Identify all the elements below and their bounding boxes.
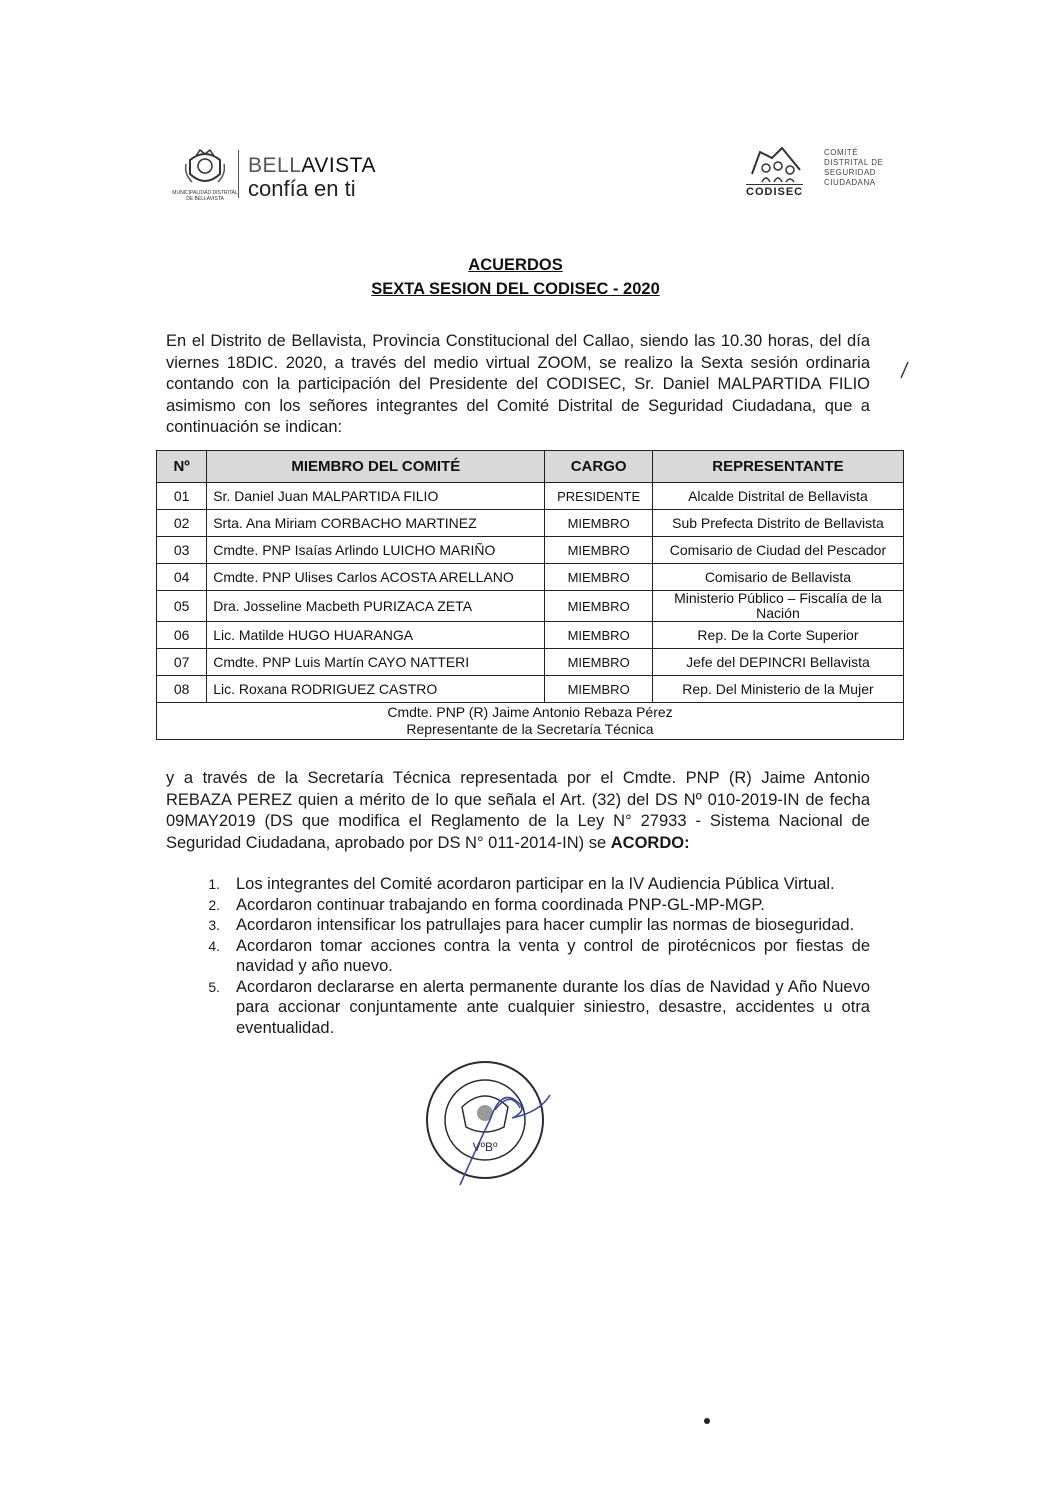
- codisec-name-line: COMITÉ: [824, 148, 859, 157]
- cell-member: Srta. Ana Miriam CORBACHO MARTINEZ: [207, 510, 545, 537]
- cell-member: Lic. Roxana RODRIGUEZ CASTRO: [207, 676, 545, 703]
- cell-number: 03: [157, 537, 207, 564]
- table-row: [157, 591, 904, 622]
- cell-cargo: MIEMBRO: [545, 649, 653, 676]
- cell-cargo: MIEMBRO: [545, 622, 653, 649]
- header-member: MIEMBRO DEL COMITÉ: [207, 451, 545, 483]
- cell-member: Lic. Matilde HUGO HUARANGA: [207, 622, 545, 649]
- cell-number: 08: [157, 676, 207, 703]
- cell-representative: Rep. De la Corte Superior: [652, 622, 903, 649]
- cell-cargo: MIEMBRO: [545, 676, 653, 703]
- list-item: [196, 936, 870, 977]
- cell-representative: Sub Prefecta Distrito de Bellavista: [652, 510, 903, 537]
- cell-cargo: MIEMBRO: [545, 564, 653, 591]
- list-item: [196, 874, 870, 895]
- logo-divider: [238, 150, 239, 198]
- item-text: Acordaron continuar trabajando en forma coordinada PNP-GL-MP-MGP.: [236, 895, 765, 914]
- list-item: [196, 977, 870, 1039]
- bellavista-logo: [170, 140, 400, 210]
- pen-tick-mark: [898, 360, 910, 380]
- table-footer-row: [157, 703, 904, 740]
- codisec-logo: [742, 140, 902, 200]
- codisec-people-icon: [742, 144, 810, 184]
- cell-member: Cmdte. PNP Isaías Arlindo LUICHO MARIÑO: [207, 537, 545, 564]
- brand-prefix: BELL: [248, 154, 302, 177]
- brand-tagline: confía en ti: [248, 176, 356, 201]
- table-row: [157, 483, 904, 510]
- cell-representative: Rep. Del Ministerio de la Mujer: [652, 676, 903, 703]
- cell-representative: Comisario de Bellavista: [652, 564, 903, 591]
- brand-name: [248, 154, 376, 178]
- cell-member: Cmdte. PNP Luis Martín CAYO NATTERI: [207, 649, 545, 676]
- table-header-row: [157, 451, 904, 483]
- cell-number: 02: [157, 510, 207, 537]
- table-row: [157, 537, 904, 564]
- header-number: Nº: [157, 451, 207, 483]
- acordo-label: ACORDO:: [610, 833, 690, 852]
- scan-speck: [704, 1418, 710, 1424]
- cell-member: Cmdte. PNP Ulises Carlos ACOSTA ARELLANO: [207, 564, 545, 591]
- agreements-list: [196, 874, 870, 1038]
- stamp-center-text: VºBº: [472, 1140, 498, 1154]
- secretary-name: Cmdte. PNP (R) Jaime Antonio Rebaza Pérez: [387, 704, 673, 720]
- codisec-acronym: CODISEC: [746, 186, 804, 198]
- item-number: 2.: [208, 896, 220, 913]
- document-subtitle: SEXTA SESION DEL CODISEC - 2020: [371, 280, 660, 298]
- table-row: [157, 510, 904, 537]
- table-row: [157, 622, 904, 649]
- cell-cargo: MIEMBRO: [545, 510, 653, 537]
- secretariat-paragraph: [166, 768, 870, 854]
- document-title: ACUERDOS: [468, 256, 563, 274]
- list-item: [196, 915, 870, 936]
- header-cargo: CARGO: [545, 451, 653, 483]
- header-representative: REPRESENTANTE: [652, 451, 903, 483]
- municipal-crest-icon: [182, 146, 228, 190]
- intro-paragraph: En el Distrito de Bellavista, Provincia Constitucional del Callao, siendo las 10.30 horas, del día viernes 18DIC. 2020, a través del medio virtual ZOOM, se realizo la Sexta sesión ordinaria contando con la participación del Presidente del CODISEC, Sr. Daniel MALPARTIDA FILIO asimismo con los señores integrantes del Comité Distrital de Seguridad Ciudadana, que a continuación se indican:: [166, 332, 870, 436]
- item-number: 1.: [208, 876, 220, 892]
- table-row: [157, 649, 904, 676]
- cell-cargo: MIEMBRO: [545, 537, 653, 564]
- item-number: 4.: [208, 937, 220, 954]
- handwritten-signature: [420, 1050, 570, 1200]
- item-text: Acordaron tomar acciones contra la venta y control de pirotécnicos por fiestas de navidad y año nuevo.: [236, 936, 870, 975]
- item-number: 5.: [208, 978, 220, 995]
- cell-member: Dra. Josseline Macbeth PURIZACA ZETA: [207, 591, 545, 622]
- list-item: [196, 895, 870, 916]
- cell-representative: Ministerio Público – Fiscalía de la Nación: [652, 591, 903, 622]
- item-text: Acordaron declararse en alerta permanente durante los días de Navidad y Año Nuevo para accionar conjuntamente ante cualquier siniestro, desastre, accidentes u otra eventualidad.: [236, 977, 870, 1037]
- codisec-full-name: [824, 148, 883, 188]
- cell-representative: Comisario de Ciudad del Pescador: [652, 537, 903, 564]
- codisec-name-line: DISTRITAL DE: [824, 158, 884, 167]
- item-number: 3.: [208, 917, 220, 933]
- cell-member: Sr. Daniel Juan MALPARTIDA FILIO: [207, 483, 545, 510]
- codisec-name-line: SEGURIDAD: [824, 168, 877, 177]
- codisec-name-line: CIUDADANA: [824, 178, 876, 187]
- cell-number: 05: [157, 591, 207, 622]
- committee-table: [156, 450, 904, 740]
- cell-representative: Alcalde Distrital de Bellavista: [652, 483, 903, 510]
- cell-number: 01: [157, 483, 207, 510]
- secretary-role: Representante de la Secretaría Técnica: [406, 721, 654, 737]
- cell-number: 04: [157, 564, 207, 591]
- item-text: Los integrantes del Comité acordaron participar en la IV Audiencia Pública Virtual.: [236, 875, 835, 893]
- cell-cargo: MIEMBRO: [545, 591, 653, 622]
- item-text: Acordaron intensificar los patrullajes para hacer cumplir las normas de bioseguridad.: [236, 916, 855, 934]
- table-row: [157, 564, 904, 591]
- secretariat-text: y a través de la Secretaría Técnica representada por el Cmdte. PNP (R) Jaime Antonio REBAZA PEREZ quien a mérito de lo que señala el Art. (32) del DS Nº 010-2019-IN de fecha 09MAY2019 (DS que modifica el Reglamento de la Ley N° 27933 - Sistema Nacional de Seguridad Ciudadana, aprobado por DS N° 011-2014-IN) se: [166, 769, 870, 852]
- cell-cargo: PRESIDENTE: [545, 483, 653, 510]
- crest-caption: MUNICIPALIDAD DISTRITAL DE BELLAVISTA: [172, 190, 238, 202]
- cell-number: 06: [157, 622, 207, 649]
- cell-representative: Jefe del DEPINCRI Bellavista: [652, 649, 903, 676]
- cell-number: 07: [157, 649, 207, 676]
- secretary-cell: [157, 703, 904, 740]
- table-row: [157, 676, 904, 703]
- brand-accent: AVISTA: [301, 154, 376, 177]
